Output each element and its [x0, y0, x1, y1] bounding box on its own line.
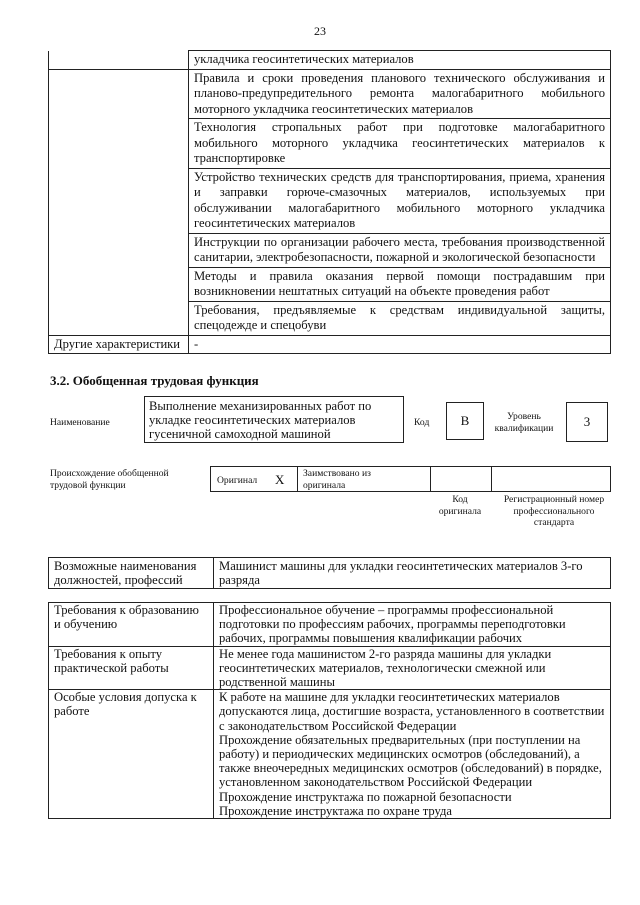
divider: [430, 467, 431, 491]
table-row: [49, 646, 611, 690]
table-cell-value: Технология стропальных работ при подготовке малогабаритного мобильного моторного укладчика геосинтетических материалов к транспортировке: [189, 119, 611, 169]
level-label: Уровень квалификации: [494, 411, 554, 434]
table-row: [49, 267, 611, 301]
table-cell-key: [49, 168, 189, 233]
positions-table: [48, 557, 611, 589]
table-row: [49, 168, 611, 233]
table-row: [49, 69, 611, 119]
level-value-box: 3: [566, 402, 608, 442]
table-cell-value: Устройство технических средств для транспортирования, приема, хранения и заправки горюче-смазочных материалов, используемых при обслуживании малогабаритного мобильного моторного укладчика геосинтетических материалов: [189, 168, 611, 233]
table-cell-key: Особые условия допуска к работе: [49, 690, 214, 819]
table-cell-key: [49, 301, 189, 335]
table-row: [49, 335, 611, 354]
table-cell-value: [214, 690, 611, 819]
requirements-table: [48, 602, 611, 819]
name-label: Наименование: [50, 417, 110, 428]
requirement-line: Прохождение инструктажа по пожарной безопасности: [219, 789, 512, 804]
borrowed-label: Заимствовано из оригинала: [303, 468, 371, 491]
table-cell-key: [49, 51, 189, 70]
table-cell-value: Правила и сроки проведения планового технического обслуживания и планово-предупредительного ремонта малогабаритного мобильного моторного укладчика геосинтетических материалов: [189, 69, 611, 119]
table-cell-key: Требования к опыту практической работы: [49, 646, 214, 690]
divider: [297, 467, 298, 491]
table-cell-key: Возможные наименования должностей, профессий: [49, 558, 214, 589]
reg-caption: Регистрационный номер профессионального стандарта: [503, 494, 605, 528]
table-row: [49, 603, 611, 647]
original-mark: X: [275, 472, 285, 487]
code-label: Код: [414, 417, 430, 428]
table-cell-key: [49, 267, 189, 301]
requirement-line: Прохождение инструктажа по охране труда: [219, 803, 453, 818]
table-cell-value: [214, 646, 611, 690]
table-cell-value: Машинист машины для укладки геосинтетических материалов 3-го разряда: [214, 558, 611, 589]
table-row: [49, 690, 611, 819]
table-row: [49, 233, 611, 267]
table-cell-value: укладчика геосинтетических материалов: [189, 51, 611, 70]
table-cell-key: [49, 119, 189, 169]
requirement-line: Профессиональное обучение – программы профессиональной подготовки по профессиям рабочих, программы переподготовки рабочих, программы повышения квалификации рабочих: [219, 603, 566, 646]
code-value-box: B: [446, 402, 484, 440]
page-number: 23: [314, 24, 326, 38]
table-cell-key: Требования к образованию и обучению: [49, 603, 214, 647]
divider: [491, 467, 492, 491]
requirement-line: Прохождение обязательных предварительных (при поступлении на работу) и периодических медицинских осмотров (обследований), а также внеочередных медицинских осмотров (обследований) в порядке, установленном законодательством Российской Федерации: [219, 732, 602, 790]
function-name-box: Выполнение механизированных работ по укладке геосинтетических материалов гусеничной самоходной машиной: [144, 396, 404, 443]
section-title: 3.2. Обобщенная трудовая функция: [50, 373, 259, 388]
origin-grid: [210, 466, 611, 492]
table-cell-value: -: [189, 335, 611, 354]
table-cell-key: [49, 233, 189, 267]
table-cell-value: Инструкции по организации рабочего места, требования производственной санитарии, электробезопасности, пожарной и экологической безопасности: [189, 233, 611, 267]
table-cell-value: Требования, предъявляемые к средствам индивидуальной защиты, спецодежде и спецобуви: [189, 301, 611, 335]
table-row: [49, 558, 611, 589]
table-cell-key: [49, 69, 189, 119]
origin-label: Происхождение обобщенной трудовой функции: [50, 468, 169, 491]
table-cell-value: [214, 603, 611, 647]
knowledge-table: [48, 50, 611, 354]
table-row: [49, 119, 611, 169]
original-label: Оригинал: [217, 475, 258, 486]
requirement-line: К работе на машине для укладки геосинтетических материалов допускаются лица, достигшие возраста, установленного в соответствии с законодательством Российской Федерации: [219, 690, 605, 733]
requirement-line: Не менее года машинистом 2-го разряда машины для укладки геосинтетических материалов, технологически смежной или родственной машины: [219, 646, 552, 690]
table-cell-value: Методы и правила оказания первой помощи пострадавшим при возникновении нештатных ситуаций на объекте проведения работ: [189, 267, 611, 301]
table-row: [49, 51, 611, 70]
table-row: [49, 301, 611, 335]
code-caption: Код оригинала: [438, 494, 482, 517]
table-cell-key: Другие характеристики: [49, 335, 189, 354]
